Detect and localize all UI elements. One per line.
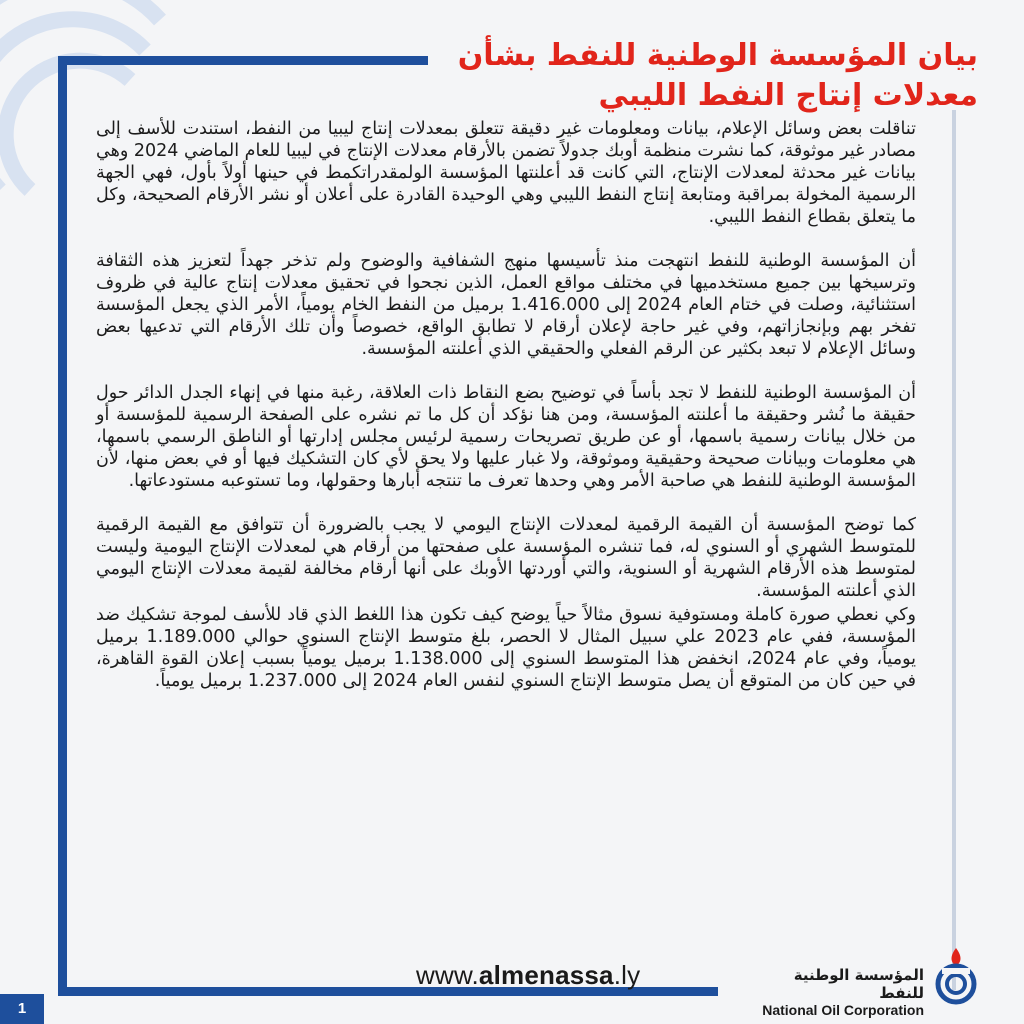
title-line-2: معدلات إنتاج النفط الليبي (598, 78, 978, 113)
paragraph-5: وكي نعطي صورة كاملة ومستوفية نسوق مثالاً حياً يوضح كيف تكون هذا اللغط الذي قاد للأسف لموجة تشكيك ضد المؤسسة، ففي عام 2023 علي سبيل المثال لا الحصر، بلغ متوسط الإنتاج السنوي حوالي 1.189.000 برميل يومياً، وفي عام 2024، انخفض هذا المتوسط السنوي إلى 1.138.000 برميل يومياً بسبب إعلان القوة القاهرة، في حين كان من المتوقع أن يصل متوسط الإنتاج السنوي لنفس العام 2024 إلى 1.237.000 برميل يومياً. (96, 605, 916, 691)
paragraph-2: أن المؤسسة الوطنية للنفط انتهجت منذ تأسيسها منهج الشفافية والوضوح ولم تذخر جهداً لتعزيز هذه الثقافة وترسيخها بين جميع مستخدميها في مختلف مواقع العمل، الذين نجحوا في تحقيق معدلات إنتاج عالية في ظروف استثنائية، وصلت في ختام العام 2024 إلى 1.416.000 برميل من النفط الخام يومياً، الأمر الذي يجعل المؤسسة تفخر بهم وبإنجازاتهم، وفي غير حاجة لإعلان أرقام لا تطابق الواقع، خصوصاً وأن تلك الأرقام التي تدعيها بعض وسائل الإعلام لا تبعد بكثير عن الرقم الفعلي والحقيقي الذي أعلنته المؤسسة. (96, 251, 916, 359)
page-number: 1 (0, 994, 44, 1024)
organization-name (744, 966, 924, 1018)
paragraph-4: كما توضح المؤسسة أن القيمة الرقمية لمعدلات الإنتاج اليومي لا يجب بالضرورة أن تتوافق مع القيمة الرقمية للمتوسط الشهري أو السنوي له، فما تنشره المؤسسة على صفحتها من أرقام هي لمعدلات الإنتاج اليومية وليست لمتوسط هذه الأرقام الشهرية أو السنوية، والتي أوردتها الأوبك على أنها أرقام مخالفة لقيمة معدلات الإنتاج اليومي الذي أعلنته المؤسسة. (96, 515, 916, 601)
site-domain: almenassa (478, 960, 614, 990)
site-prefix: www. (416, 960, 479, 990)
paragraph-1: تناقلت بعض وسائل الإعلام، بيانات ومعلومات غير دقيقة تتعلق بمعدلات إنتاج ليبيا من النفط، استندت للأسف إلى مصادر غير موثوقة، كما نشرت منظمة أوبك جدولاً تضمن بالأرقام معدلات الإنتاج في ليبيا للعام الماضي 2024 وهي بيانات غير محدثة لمعدلات الإنتاج، التي كانت قد أعلنتها المؤسسة الولمقدراتكمط في حينها أولاً بأول، فهي الجهة الرسمية المخولة بمراقبة ومتابعة إنتاج النفط الليبي وهي الوحيدة القادرة على أعلان أو نشر الأرقام الصحيحة، وكل ما يتعلق بقطاع النفط الليبي. (96, 119, 916, 227)
frame-top-bar (58, 56, 428, 65)
website-link[interactable] (416, 960, 640, 991)
statement-body (96, 118, 916, 714)
org-name-english: National Oil Corporation (762, 1002, 924, 1018)
paragraph-3: أن المؤسسة الوطنية للنفط لا تجد بأساً في توضيح بضع النقاط ذات العلاقة، رغبة منها في إنهاء الجدل الدائر حول حقيقة ما نُشر وحقيقة ما أعلنته المؤسسة، ومن هنا نؤكد أن كل ما تم نشره على الصفحة الرسمية للمؤسسة أو من خلال بيانات رسمية باسمها، أو عن طريق تصريحات رسمية لرئيس مجلس إدارتها أو الناطق الرسمي باسمها، هي معلومات وبيانات صحيحة وحقيقية وموثوقة، ولا غبار عليها ولا يحق لأي كان التشكيك فيها أو في بعض منها، لأن المؤسسة الوطنية للنفط هي صاحبة الأمر وهي وحدها تعرف ما تنتجه أبارها وحقولها، وما تستوعبه مستودعاتها. (96, 383, 916, 491)
statement-title (418, 36, 978, 116)
site-suffix: .ly (613, 960, 641, 990)
org-name-arabic: المؤسسة الوطنية للنفط (793, 966, 924, 1002)
frame-right-line (952, 110, 956, 990)
title-line-1: بيان المؤسسة الوطنية للنفط بشأن (457, 38, 978, 73)
frame-left-bar (58, 56, 67, 996)
noc-logo-icon (928, 946, 984, 1006)
